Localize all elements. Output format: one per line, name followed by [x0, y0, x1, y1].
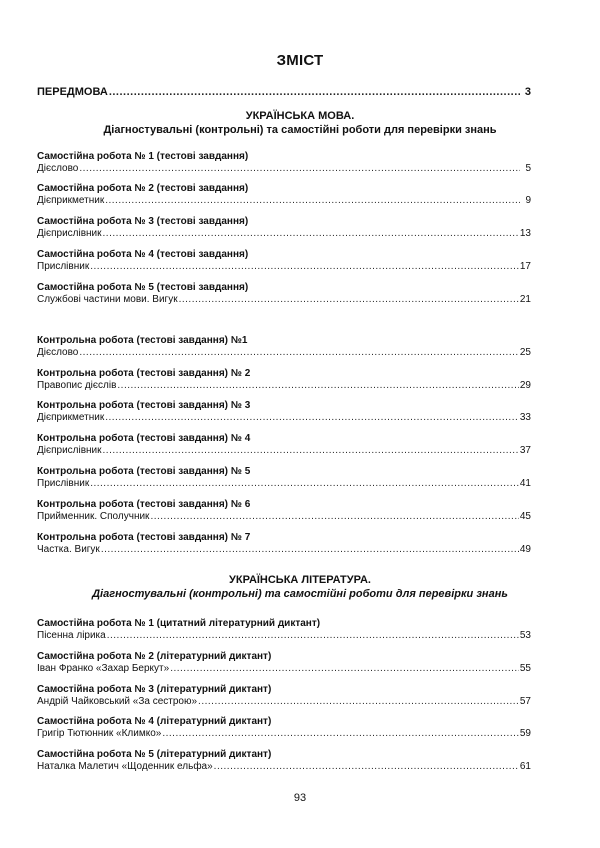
leader-dots	[109, 86, 520, 98]
topic: Дієслово	[37, 163, 79, 174]
page-title: ЗМІСТ	[276, 52, 324, 69]
toc-entry	[37, 728, 531, 740]
page-ref: 53	[519, 630, 531, 641]
preface-entry	[37, 86, 531, 98]
page-ref: 37	[519, 445, 531, 456]
section-subtitle: Діагностувальні (контрольні) та самостійні роботи для перевірки знань	[103, 124, 497, 136]
toc-entry	[37, 261, 531, 273]
page-ref: 25	[519, 347, 531, 358]
work-title: Самостійна робота № 5 (тестові завдання)	[37, 282, 249, 293]
topic: Прийменник. Сполучник	[37, 511, 150, 522]
topic: Дієприкметник	[37, 195, 105, 206]
page-ref: 33	[519, 412, 531, 423]
toc-entry	[37, 696, 531, 708]
topic: Дієслово	[37, 347, 79, 358]
work-title: Самостійна робота № 2 (літературний диктант)	[37, 651, 272, 662]
work-title: Контрольна робота (тестові завдання) № 4	[37, 433, 251, 444]
page-ref: 61	[519, 761, 531, 772]
page-ref: 57	[519, 696, 531, 707]
section-title: УКРАЇНСЬКА ЛІТЕРАТУРА.	[229, 574, 371, 586]
topic: Пісенна лірика	[37, 630, 106, 641]
toc-entry	[37, 445, 531, 457]
work-title: Самостійна робота № 4 (тестові завдання)	[37, 249, 249, 260]
work-title: Самостійна робота № 5 (літературний диктант)	[37, 749, 272, 760]
page-ref: 55	[519, 663, 531, 674]
preface-label: ПЕРЕДМОВА	[37, 86, 108, 98]
work-title: Самостійна робота № 3 (тестові завдання)	[37, 216, 249, 227]
topic: Прислівник	[37, 478, 90, 489]
page-ref: 41	[519, 478, 531, 489]
topic: Наталка Малетич «Щоденник ельфа»	[37, 761, 213, 772]
toc-entry	[37, 478, 531, 490]
page-ref: 5	[525, 163, 531, 174]
work-title: Самостійна робота № 1 (тестові завдання)	[37, 151, 249, 162]
topic: Григір Тютюнник «Климко»	[37, 728, 162, 739]
section-subtitle: Діагностувальні (контрольні) та самостійні роботи для перевірки знань	[92, 588, 508, 600]
page-ref: 21	[519, 294, 531, 305]
toc-entry	[37, 347, 531, 359]
toc-entry	[37, 544, 531, 556]
page-ref: 29	[519, 380, 531, 391]
toc-entry	[37, 294, 531, 306]
page-ref: 17	[519, 261, 531, 272]
work-title: Контрольна робота (тестові завдання) № 7	[37, 532, 251, 543]
work-title: Контрольна робота (тестові завдання) № 3	[37, 400, 251, 411]
toc-entry	[37, 228, 531, 240]
topic: Дієприслівник	[37, 445, 102, 456]
toc-entry	[37, 412, 531, 424]
topic: Іван Франко «Захар Беркут»	[37, 663, 170, 674]
toc-entry	[37, 761, 531, 773]
toc-entry	[37, 380, 531, 392]
topic: Прислівник	[37, 261, 90, 272]
section-title: УКРАЇНСЬКА МОВА.	[245, 110, 355, 122]
page-number: 93	[293, 792, 307, 804]
work-title: Самостійна робота № 2 (тестові завдання)	[37, 183, 249, 194]
page-ref: 59	[519, 728, 531, 739]
toc-entry	[37, 511, 531, 523]
page-ref: 13	[519, 228, 531, 239]
topic: Андрій Чайковський «За сестрою»	[37, 696, 198, 707]
work-title: Самостійна робота № 1 (цитатний літературний диктант)	[37, 618, 321, 629]
topic: Службові частини мови. Вигук	[37, 294, 178, 305]
work-title: Самостійна робота № 4 (літературний диктант)	[37, 716, 272, 727]
topic: Дієприслівник	[37, 228, 102, 239]
work-title: Контрольна робота (тестові завдання) № 2	[37, 368, 251, 379]
toc-entry	[37, 195, 531, 207]
page-ref: 9	[525, 195, 531, 206]
topic: Дієприкметник	[37, 412, 105, 423]
page-ref: 3	[524, 86, 531, 98]
work-title: Контрольна робота (тестові завдання) № 6	[37, 499, 251, 510]
toc-entry	[37, 630, 531, 642]
topic: Правопис дієслів	[37, 380, 117, 391]
toc-entry	[37, 163, 531, 175]
topic: Частка. Вигук	[37, 544, 100, 555]
page-ref: 49	[519, 544, 531, 555]
page-ref: 45	[519, 511, 531, 522]
work-title: Контрольна робота (тестові завдання) №1	[37, 335, 248, 346]
toc-entry	[37, 663, 531, 675]
work-title: Самостійна робота № 3 (літературний диктант)	[37, 684, 272, 695]
work-title: Контрольна робота (тестові завдання) № 5	[37, 466, 251, 477]
